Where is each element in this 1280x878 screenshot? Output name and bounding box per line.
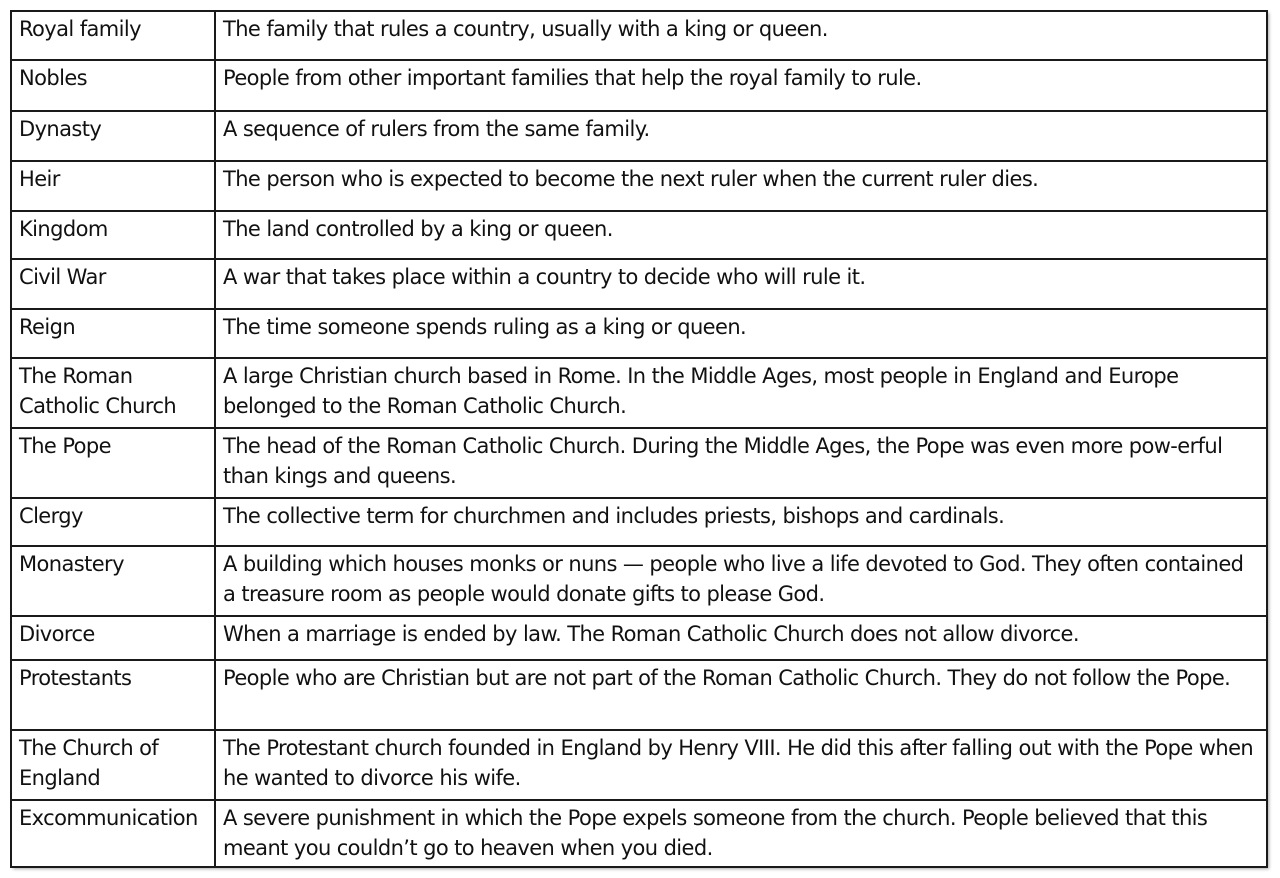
term-cell: Protestants [11, 660, 215, 730]
table-row [11, 60, 1267, 111]
definition-cell: A severe punishment in which the Pope expels someone from the church. People believed that this meant you couldn’t go to heaven when you died. [215, 800, 1267, 867]
definition-cell: The person who is expected to become the next ruler when the current ruler dies. [215, 161, 1267, 211]
term-cell: The Roman Catholic Church [11, 358, 215, 428]
term-cell: Heir [11, 161, 215, 211]
definition-cell: The family that rules a country, usually with a king or queen. [215, 11, 1267, 60]
table-row [11, 358, 1267, 428]
table-row [11, 161, 1267, 211]
definition-cell: The time someone spends ruling as a king or queen. [215, 309, 1267, 358]
definition-cell: When a marriage is ended by law. The Roman Catholic Church does not allow divorce. [215, 616, 1267, 660]
table-row [11, 546, 1267, 616]
glossary-table-container [10, 10, 1266, 866]
table-row [11, 211, 1267, 259]
table-row [11, 616, 1267, 660]
term-cell: Nobles [11, 60, 215, 111]
term-cell: Royal family [11, 11, 215, 60]
table-row [11, 309, 1267, 358]
table-row [11, 800, 1267, 867]
definition-cell: A large Christian church based in Rome. In the Middle Ages, most people in England and Europe belonged to the Roman Catholic Church. [215, 358, 1267, 428]
definition-cell: A sequence of rulers from the same family. [215, 111, 1267, 161]
term-cell: Divorce [11, 616, 215, 660]
table-row [11, 498, 1267, 546]
table-row [11, 111, 1267, 161]
term-cell: Clergy [11, 498, 215, 546]
glossary-table [10, 10, 1268, 868]
table-row [11, 660, 1267, 730]
term-cell: Dynasty [11, 111, 215, 161]
term-cell: Monastery [11, 546, 215, 616]
term-cell: Excommunication [11, 800, 215, 867]
definition-cell: People from other important families that help the royal family to rule. [215, 60, 1267, 111]
term-cell: Reign [11, 309, 215, 358]
term-cell: The Pope [11, 428, 215, 498]
definition-cell: A war that takes place within a country to decide who will rule it. [215, 259, 1267, 309]
table-row [11, 428, 1267, 498]
table-row [11, 259, 1267, 309]
definition-cell: The land controlled by a king or queen. [215, 211, 1267, 259]
term-cell: The Church of England [11, 730, 215, 800]
table-row [11, 11, 1267, 60]
definition-cell: The head of the Roman Catholic Church. During the Middle Ages, the Pope was even more pow-erful than kings and queens. [215, 428, 1267, 498]
definition-cell: A building which houses monks or nuns — people who live a life devoted to God. They often contained a treasure room as people would donate gifts to please God. [215, 546, 1267, 616]
term-cell: Civil War [11, 259, 215, 309]
term-cell: Kingdom [11, 211, 215, 259]
definition-cell: The collective term for churchmen and includes priests, bishops and cardinals. [215, 498, 1267, 546]
definition-cell: People who are Christian but are not part of the Roman Catholic Church. They do not follow the Pope. [215, 660, 1267, 730]
definition-cell: The Protestant church founded in England by Henry VIII. He did this after falling out with the Pope when he wanted to divorce his wife. [215, 730, 1267, 800]
table-row [11, 730, 1267, 800]
